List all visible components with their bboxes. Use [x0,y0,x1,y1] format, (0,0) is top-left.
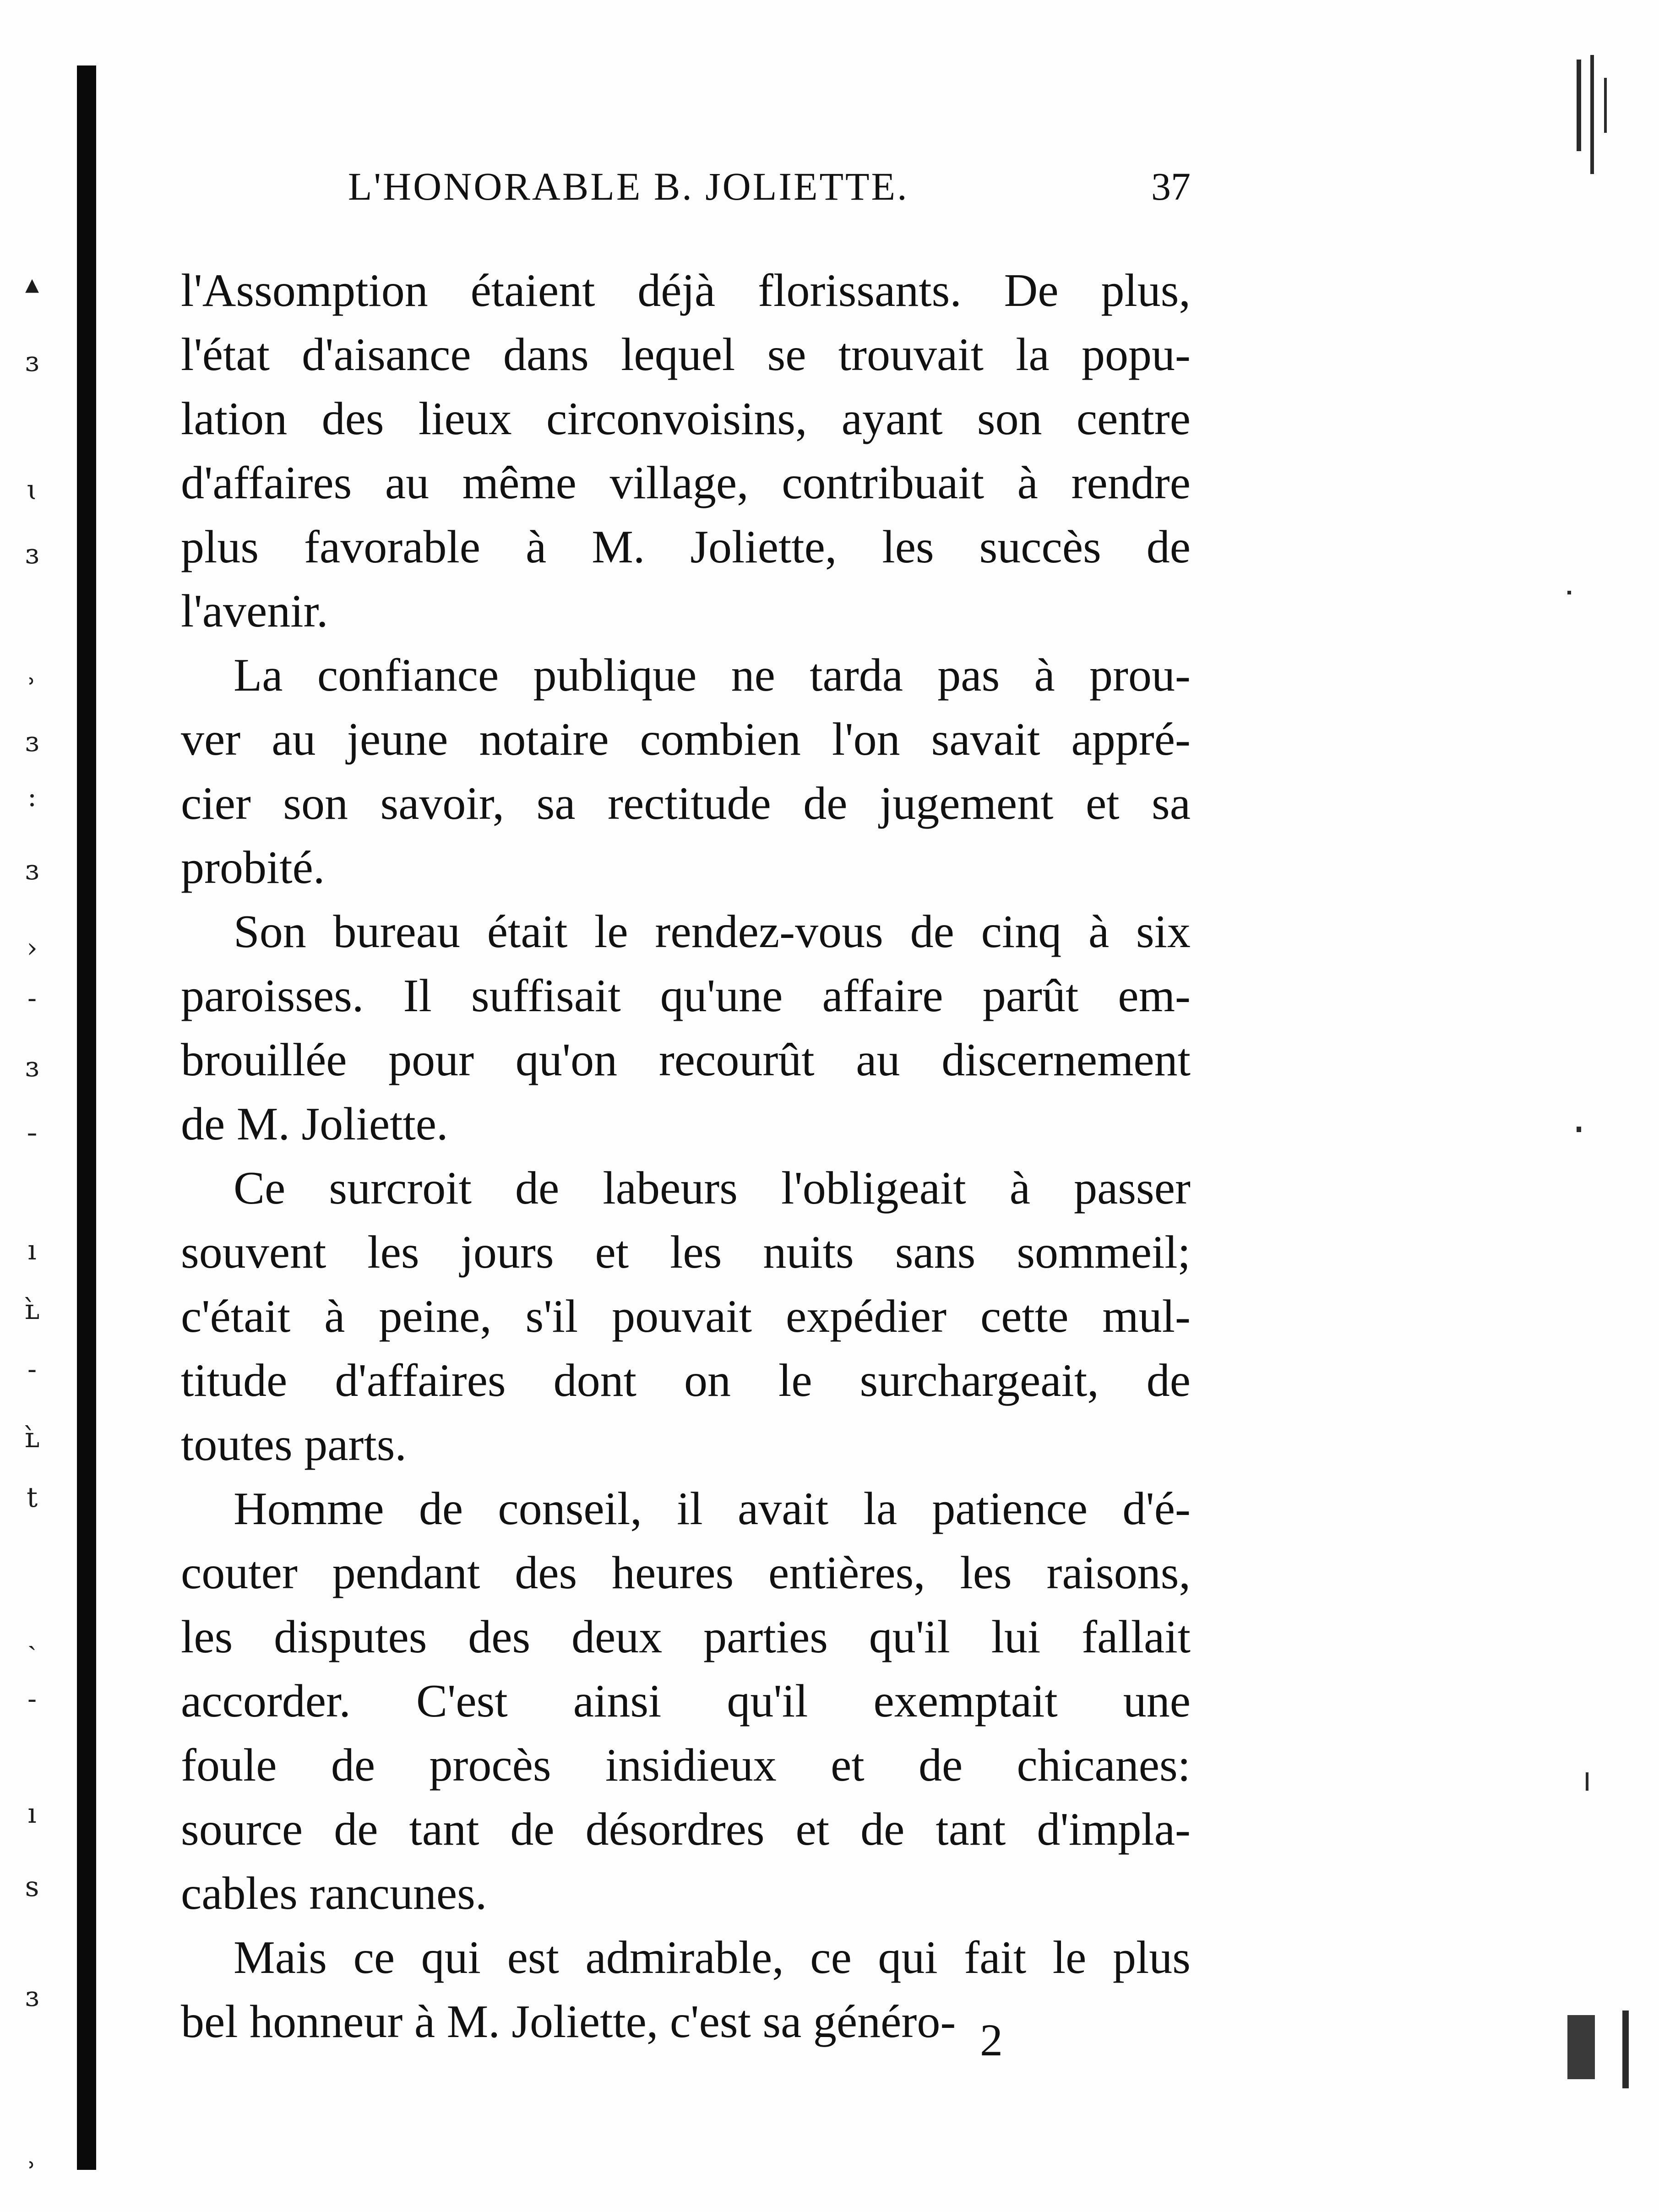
facing-page-fragment: ɜ [25,346,39,378]
facing-page-fragment: ı [27,1798,37,1830]
facing-page-fragment: ʟ̀ [24,1294,40,1326]
facing-page-fragment: t [26,1482,38,1514]
facing-page-fragment: - [27,982,37,1014]
facing-page-fragment: ˒ [27,2150,37,2182]
text-line: plus favorable à M. Joliette, les succès de [181,521,1191,573]
text-line: de M. Joliette. [181,1098,448,1150]
text-line: souvent les jours et les nuits sans sommeil; [181,1226,1191,1278]
facing-page-fragment: ɜ [25,726,39,758]
facing-page-fragment: ɜ [25,1981,39,2013]
text-line: titude d'affaires dont on le surchargeait, de [181,1355,1191,1406]
text-line: toutes parts. [181,1419,407,1471]
text-line: cables rancunes. [181,1868,487,1919]
text-line: d'affaires au même village, contribuait à rendre [181,457,1191,509]
text-line: Ce surcroit de labeurs l'obligeait à passer [234,1162,1191,1214]
facing-page-fragment: ɜ [25,1051,39,1083]
facing-page-fragment: ɩ [27,474,38,506]
text-line: l'Assomption étaient déjà florissants. De plus, [181,265,1191,316]
facing-page-fragment: ɜ [25,538,39,570]
facing-page-fragment: ʟ̀ [24,1422,40,1454]
body-text [181,259,1191,2054]
facing-page-fragment: › [27,932,38,964]
text-line: couter pendant des heures entières, les raisons, [181,1547,1191,1599]
facing-page-fragment: ˍ [25,1106,39,1138]
facing-page-fragment: ɜ [25,854,39,886]
facing-page-fragment: - [27,1683,37,1715]
running-title: L'HONORABLE B. JOLIETTE. [348,164,909,208]
text-line: l'avenir. [181,585,328,637]
text-line: Mais ce qui est admirable, ce qui fait le plus [234,1932,1191,1983]
text-line: accorder. C'est ainsi qu'il exemptait une [181,1675,1191,1727]
text-line: l'état d'aisance dans lequel se trouvait la popu- [181,329,1191,381]
text-line: probité. [181,842,325,894]
scan-edge-noise [1522,50,1659,2157]
running-head [181,161,1191,212]
facing-page-fragment: ˒ [27,666,37,698]
signature-mark: 2 [980,2015,1003,2065]
text-line: cier son savoir, sa rectitude de jugement et sa [181,778,1191,829]
facing-page-fragment: ▴ [25,268,39,300]
text-line: c'était à peine, s'il pouvait expédier cette mul- [181,1291,1191,1342]
facing-page-fragment: ı [27,1234,37,1266]
facing-page-fragment: - [27,1353,37,1385]
binding-shadow [77,65,96,2170]
text-line: La confiance publique ne tarda pas à prou- [234,649,1191,701]
facing-page-edge [0,0,69,2212]
facing-page-fragment: s [25,1871,39,1903]
text-line: Son bureau était le rendez-vous de cinq à six [234,906,1191,958]
text-line: source de tant de désordres et de tant d'impla- [181,1803,1191,1855]
facing-page-fragment: ˏ [27,1619,37,1651]
text-line: lation des lieux circonvoisins, ayant son centre [181,393,1191,445]
text-line: foule de procès insidieux et de chicanes: [181,1739,1191,1791]
text-line: bel honneur à M. Joliette, c'est sa généro- [181,1996,956,2048]
text-line: brouillée pour qu'on recourût au discernement [181,1034,1191,1086]
text-line: ver au jeune notaire combien l'on savait appré- [181,714,1191,765]
text-line: paroisses. Il suffisait qu'une affaire parût em- [181,970,1191,1022]
text-line: les disputes des deux parties qu'il lui fallait [181,1611,1191,1663]
page-number: 37 [1151,164,1191,208]
facing-page-fragment: : [27,781,37,813]
text-line: Homme de conseil, il avait la patience d'é- [234,1483,1191,1535]
